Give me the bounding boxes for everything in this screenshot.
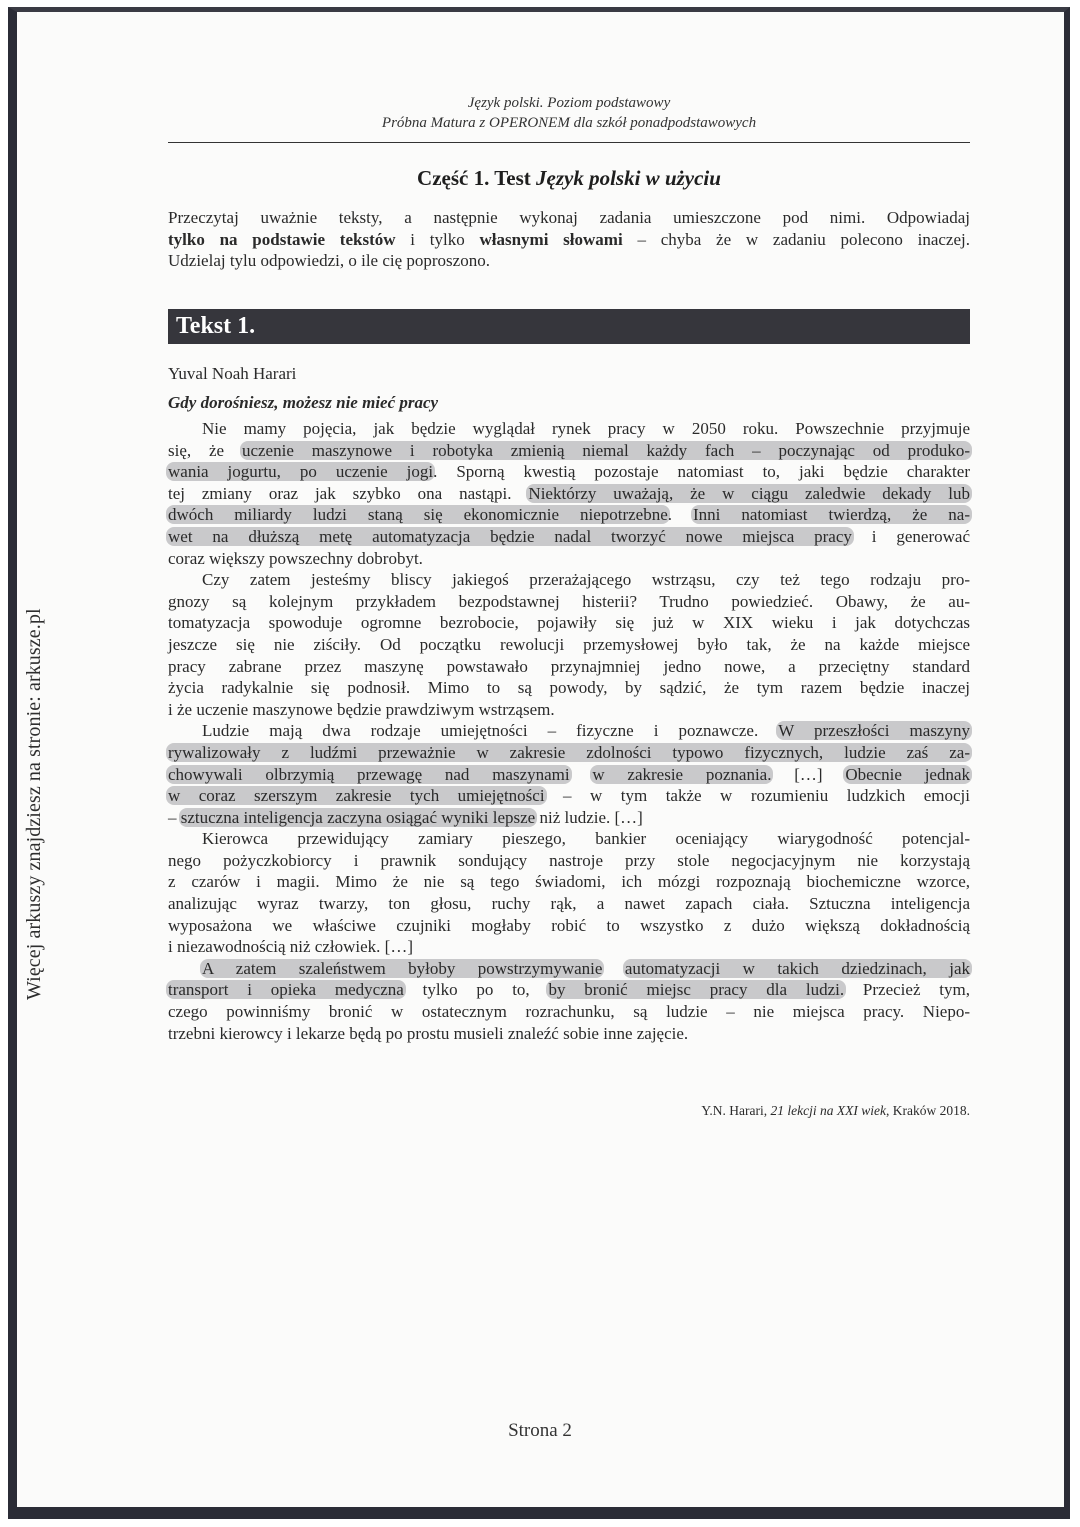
text-span: Czy zatem jesteśmy bliscy jakiegoś przerażającego wstrząsu, czy też tego rodzaju pro- — [202, 570, 970, 590]
paragraph-line — [168, 548, 970, 570]
text-span: Przecież tym, — [844, 980, 970, 1000]
paragraph-line — [168, 742, 970, 764]
paragraph-line — [168, 828, 970, 850]
paragraph-line — [168, 591, 970, 613]
highlighted-text: Inni natomiast twierdzą, że na- — [693, 505, 970, 525]
part-title-italic: Język polski w użyciu — [536, 166, 721, 190]
paragraph-line — [168, 677, 970, 699]
paragraph-line — [168, 979, 970, 1001]
text-span: i niezawodnością niż człowiek. […] — [168, 937, 413, 957]
paragraph-line — [168, 699, 970, 721]
text-span: niż ludzie. […] — [535, 807, 643, 827]
text-span: pracy zabrane przez maszynę powstawało przynajmniej jedno nowe, a przeciętny standard — [168, 656, 970, 676]
highlighted-text: w zakresie poznania. — [592, 764, 772, 784]
paragraph-line — [168, 850, 970, 872]
text-span: wyposażona we właściwe czujniki mogłaby robić to wszystko z dużo większą dokładnością — [168, 915, 970, 935]
highlighted-text: dwóch miliardy ludzi staną się ekonomicznie niepotrzebne — [168, 505, 668, 525]
paragraph-line — [168, 461, 970, 483]
body-text — [168, 418, 970, 1044]
page-number: Strona 2 — [508, 1420, 572, 1441]
paragraph-line — [168, 720, 970, 742]
paragraph-line — [168, 483, 970, 505]
text-span: tomatyzacja spowoduje ogromne bezrobocie, pojawiły się już w XIX wieku i jak dotychczas — [168, 613, 970, 633]
highlighted-text: Obecnie jednak — [845, 764, 971, 784]
text-span: analizując wyraz twarzy, ton głosu, ruchy rąk, a nawet zapach ciała. Sztuczna inteligencja — [168, 894, 970, 914]
paragraph-line — [168, 785, 970, 807]
citation — [701, 1103, 970, 1119]
paragraph-line — [168, 936, 970, 958]
highlighted-text: by bronić miejsc pracy dla ludzi. — [548, 980, 845, 1000]
text-span: się, że — [168, 440, 242, 460]
paragraph-line — [168, 504, 970, 526]
instruction-line — [168, 250, 970, 272]
highlighted-text: w coraz szerszym zakresie tych umiejętności — [168, 786, 545, 806]
text-span: życia radykalnie się podnosił. Mimo to są powody, by sądzić, że tym razem będzie inaczej — [168, 678, 970, 698]
author-name: Yuval Noah Harari — [168, 364, 297, 383]
text-span: Kierowca przewidujący zamiary pieszego, bankier oceniający wiarygodność potencjal- — [202, 829, 970, 849]
text-span: – w tym także w rozumieniu ludzkich emocji — [544, 786, 970, 806]
paragraph-line — [168, 915, 970, 937]
side-watermark: Więcej arkuszy znajdziesz na stronie: arkusze.pl — [23, 608, 45, 1000]
paragraph-line — [168, 1023, 970, 1045]
text-span — [570, 765, 593, 784]
paragraph-line — [168, 807, 970, 829]
section-banner: Tekst 1. — [168, 309, 970, 344]
paragraph-line — [168, 871, 970, 893]
text-span: nego pożyczkobiorcy i prawnik sondujący nastroje przy stole negocjacyjnym nie korzystają — [168, 850, 970, 870]
text-span: trzebni kierowcy i lekarze będą po prostu musieli znaleźć sobie inne zajęcie. — [168, 1023, 689, 1043]
header-divider — [168, 142, 970, 143]
text-span: . Sporną kwestią pozostaje natomiast to, jaki będzie charakter — [433, 462, 970, 482]
paragraph-line — [168, 893, 970, 915]
paragraph-line — [168, 656, 970, 678]
bold-text: tylko na podstawie tekstów — [168, 229, 396, 249]
instructions — [168, 207, 970, 272]
highlighted-text: wet na dłuższą metę automatyzacja będzie nadal tworzyć nowe miejsca pracy — [168, 526, 852, 546]
text-span: Ludzie mają dwa rodzaje umiejętności – fizyczne i poznawcze. — [202, 721, 779, 741]
text-title: Gdy dorośniesz, możesz nie mieć pracy — [168, 393, 439, 412]
bold-text: własnymi słowami — [479, 229, 623, 249]
paragraph-line — [168, 764, 970, 786]
paragraph-line — [168, 612, 970, 634]
text-span: coraz większy powszechny dobrobyt. — [168, 548, 423, 568]
text-span: – chyba że w zadaniu polecono inaczej. — [622, 229, 970, 249]
highlighted-text: rywalizowały z ludźmi przeważnie w zakresie zdolności typowo fizycznych, ludzie zaś za- — [168, 742, 970, 762]
header-exam: Próbna Matura z OPERONEM dla szkół ponadpodstawowych — [381, 115, 757, 131]
text-span: […] — [771, 764, 846, 784]
highlighted-text: wania jogurtu, po uczenie jogi — [168, 462, 434, 482]
paragraph-line — [168, 634, 970, 656]
highlighted-text: sztuczna inteligencja zaczyna osiągać wyniki lepsze — [180, 807, 536, 827]
text-span: jeszcze się nie ziściły. Od początku rewolucji przemysłowej było tak, że na każde miejsce — [168, 634, 970, 654]
instruction-line — [168, 207, 970, 229]
paragraph-line — [168, 440, 970, 462]
text-span: Nie mamy pojęcia, jak będzie wyglądał rynek pracy w 2050 roku. Powszechnie przyjmuje — [202, 419, 970, 438]
highlighted-text: chowywali olbrzymią przewagę nad maszynami — [168, 764, 570, 784]
text-span: Przeczytaj uważnie teksty, a następnie wykonaj zadania umieszczone pod nimi. Odpowiadaj — [168, 208, 970, 227]
highlighted-text: A zatem szaleństwem byłoby powstrzymywanie — [202, 958, 603, 978]
text-span — [602, 959, 624, 978]
text-span: z czarów i magii. Mimo że nie są tego świadomi, ich mózgi rozpoznają biochemiczne wzorce, — [168, 872, 970, 892]
highlighted-text: transport i opieka medyczna — [168, 980, 404, 1000]
citation-work: 21 lekcji na XXI wiek — [770, 1103, 886, 1118]
paragraph-line — [168, 526, 970, 548]
citation-author: Y.N. Harari, — [701, 1103, 771, 1118]
paragraph-line — [168, 569, 970, 591]
text-span: . — [667, 505, 693, 525]
part-title — [168, 166, 970, 191]
text-span: – — [168, 807, 181, 827]
highlighted-text: uczenie maszynowe i robotyka zmienią niemal każdy fach – poczynając od produko- — [241, 440, 970, 460]
header-subject: Język polski. Poziom podstawowy — [467, 95, 671, 111]
instruction-line — [168, 229, 970, 251]
text-span: i że uczenie maszynowe będzie prawdziwym wstrząsem. — [168, 699, 555, 719]
citation-place-year: , Kraków 2018. — [886, 1103, 970, 1118]
text-span: tej zmiany oraz jak szybko ona nastąpi. — [168, 483, 529, 503]
paragraph-line — [168, 1001, 970, 1023]
text-span: Udzielaj tylu odpowiedzi, o ile cię poproszono. — [168, 251, 490, 271]
text-span: i tylko — [395, 229, 480, 249]
text-span: gnozy są kolejnym przykładem bezpodstawnej histerii? Trudno powiedzieć. Obawy, że au- — [168, 591, 970, 611]
highlighted-text: Niektórzy uważają, że w ciągu zaledwie dekady lub — [528, 483, 970, 503]
part-title-prefix: Część 1. Test — [417, 166, 537, 190]
paragraph-line — [168, 958, 970, 980]
highlighted-text: automatyzacji w takich dziedzinach, jak — [624, 958, 971, 978]
text-span: i generować — [851, 526, 970, 546]
highlighted-text: W przeszłości maszyny — [778, 721, 970, 741]
text-span: czego powinniśmy bronić w ostatecznym rozrachunku, są ludzie – nie miejsca pracy. Niepo- — [168, 1002, 970, 1022]
paragraph-line — [168, 418, 970, 440]
text-span: tylko po to, — [403, 980, 549, 1000]
